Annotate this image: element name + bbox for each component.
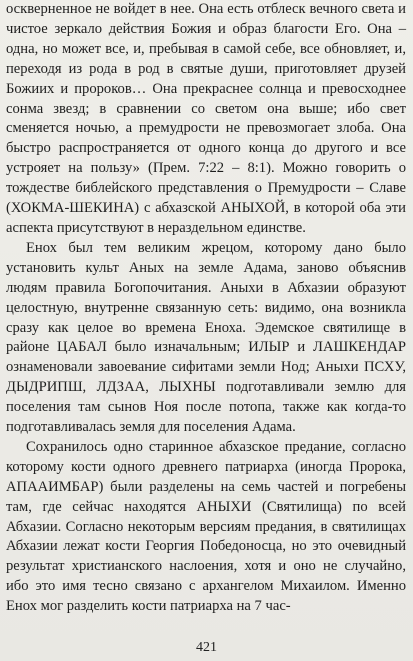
page-text xyxy=(6,0,406,617)
page-number: 421 xyxy=(196,640,217,655)
paragraph-legend: Сохранилось одно старинное абхазское предание, согласно которому кости одного древнего патриарха (иногда Пророка, АПААИМБАР) были разделены на семь частей и погребены там, где сейчас находятся АНЫХИ (Святилища) по всей Абхазии. Согласно некоторым версиям предания, в святилищах Абхазии лежат кости Георгия Победоносца, но это очевидный результат христианского наслоения, хотя и оно не случайно, ибо это имя тесно связано с архангелом Михаилом. Именно Енох мог разделить кости патриарха на 7 час- xyxy=(6,438,406,615)
paragraph-enoch: Енох был тем великим жрецом, которому дано было установить культ Аных на земле Адама, заново объяснив людям правила Богопочитания. Аныхи в Абхазии образуют целостную, внутренне связанную сеть: видимо, она возникла сразу как целое во времена Еноха. Эдемское святилище в районе ЦАБАЛ было изначальным; ИЛЫР и ЛАШКЕНДАР ознаменовали завоевание сифитами земли Нод; Аныхи ПСХУ, ДЫДРИПШ, ЛДЗАА, ЛЫХНЫ подготавливали землю для поселения там сынов Ноя после потопа, также как когда-то подготавливалась земля для поселения Адама. xyxy=(6,239,406,436)
paragraph-wisdom-quote: оскверненное не войдет в нее. Она есть отблеск вечного света и чистое зеркало действия Божия и образ благости Его. Она – одна, но может все, и, пребывая в самой себе, все обновляет, и, переходя из рода в род в святые души, приготовляет друзей Божиих и пророков… Она прекраснее солнца и превосходнее сонма звезд; в сравнении со светом она выше; ибо свет сменяется ночью, а премудрости не превозмогает злоба. Она быстро распространяется от одного конца до другого и все устрояет на пользу» (Прем. 7:22 – 8:1). Можно говорить о тождестве библейского представления о Премудрости – Славе (ХОКМА-ШЕКИНА) с абхазской АНЫХОЙ, в которой оба эти аспекта присутствуют в нераздельном единстве. xyxy=(6,1,406,236)
